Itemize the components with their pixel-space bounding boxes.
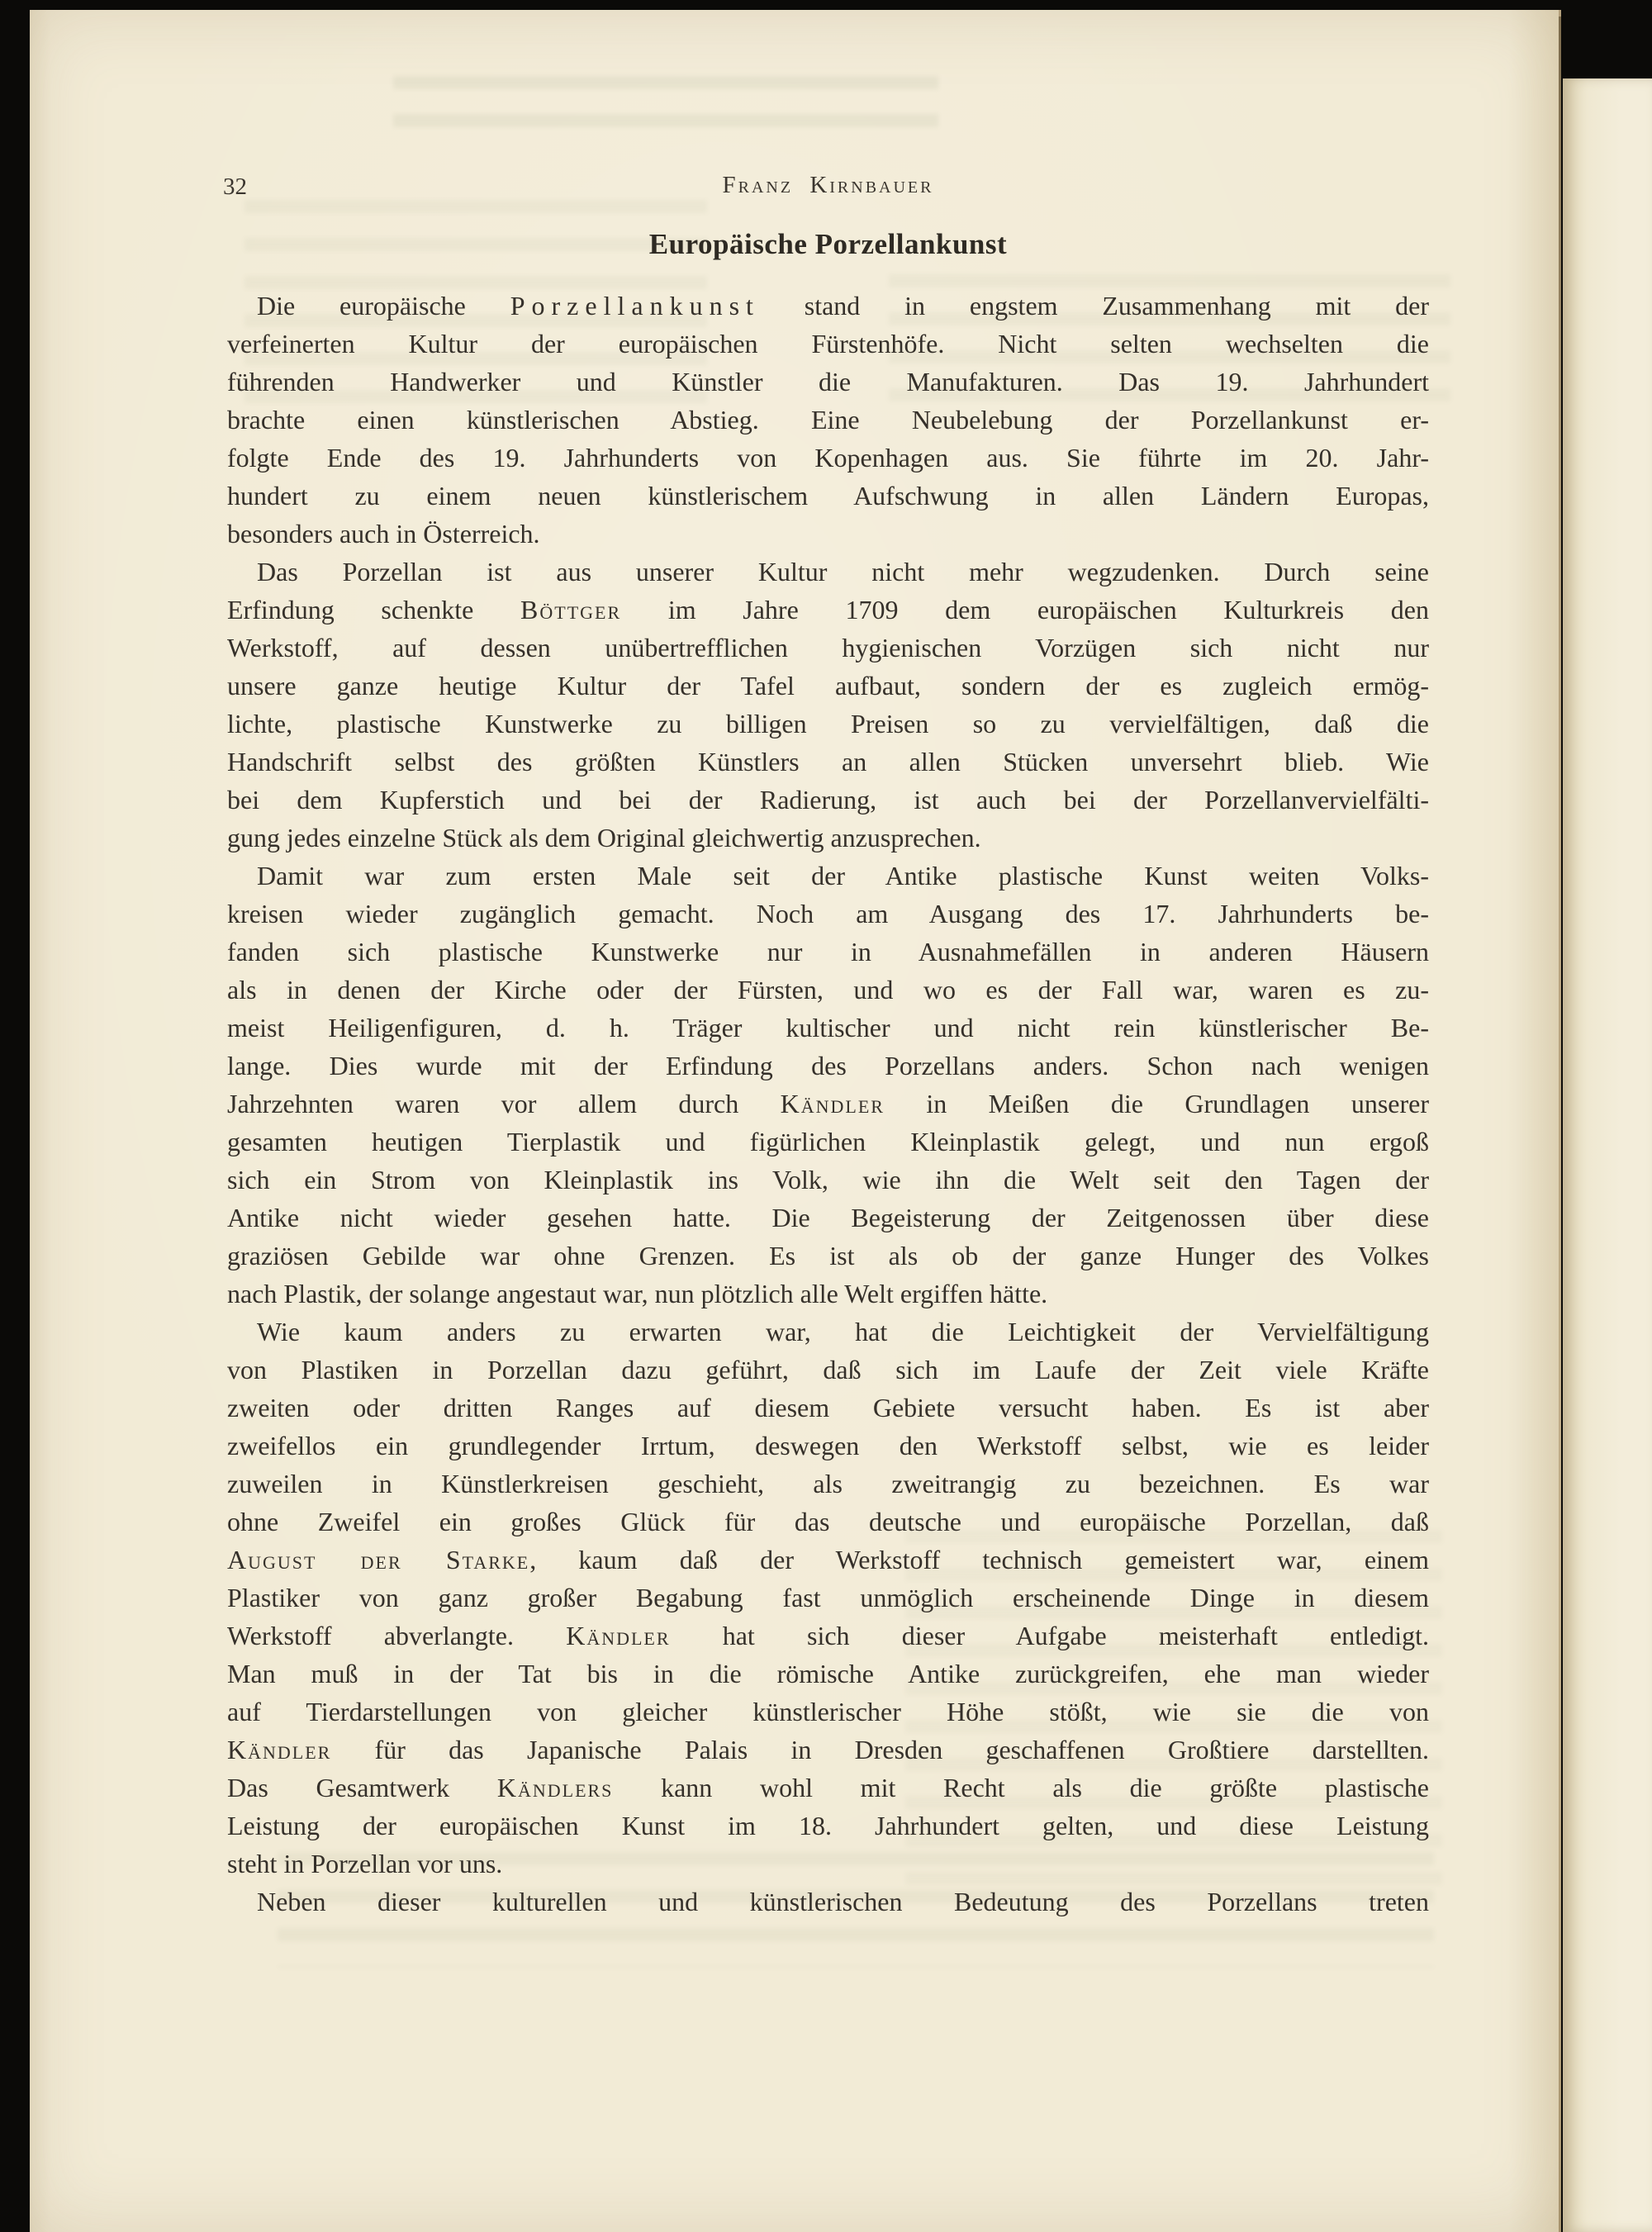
text-line: Das Porzellan ist aus unserer Kultur nicht mehr wegzudenken. Durch seine (257, 557, 1429, 586)
text-line: Jahrzehnten waren vor allem durch Kändler in Meißen die Grundlagen unserer (227, 1089, 1430, 1118)
text-line: Wie kaum anders zu erwarten war, hat die Leichtigkeit der Vervielfältigung (257, 1317, 1429, 1346)
text-line: brachte einen künstlerischen Abstieg. Eine Neubelebung der Porzellankunst er- (227, 405, 1429, 435)
text-line: steht in Porzellan vor uns. (227, 1849, 503, 1878)
text-line: bei dem Kupferstich und bei der Radierung, ist auch bei der Porzellanvervielfälti- (227, 785, 1429, 814)
text-line: als in denen der Kirche oder der Fürsten, und wo es der Fall war, waren es zu- (227, 975, 1429, 1004)
text-line: zweifellos ein grundlegender Irrtum, deswegen den Werkstoff selbst, wie es leider (227, 1431, 1429, 1460)
text-line: Die europäische Porzellankunst stand in engstem Zusammenhang mit der (257, 291, 1430, 321)
running-head: Franz Kirnbauer (722, 172, 934, 198)
article-body (227, 287, 1429, 1921)
paragraph (227, 857, 1429, 1313)
text-line: lange. Dies wurde mit der Erfindung des Porzellans anders. Schon nach wenigen (227, 1051, 1429, 1080)
paragraph (227, 553, 1429, 857)
text-line: sich ein Strom von Kleinplastik ins Volk, wie ihn die Welt seit den Tagen der (227, 1165, 1429, 1194)
paragraph (227, 1883, 1429, 1921)
text-line: Man muß in der Tat bis in die römische Antike zurückgreifen, ehe man wieder (227, 1659, 1429, 1688)
text-line: Werkstoff abverlangte. Kändler hat sich dieser Aufgabe meisterhaft entledigt. (227, 1621, 1430, 1650)
text-line: besonders auch in Österreich. (227, 519, 540, 549)
bleed-through (393, 76, 938, 142)
text-line: nach Plastik, der solange angestaut war, nun plötzlich alle Welt ergiffen hätte. (227, 1279, 1048, 1308)
text-line: meist Heiligenfiguren, d. h. Träger kultischer und nicht rein künstlerischer Be- (227, 1013, 1429, 1042)
text-line: Leistung der europäischen Kunst im 18. Jahrhundert gelten, und diese Leistung (227, 1811, 1429, 1840)
text-line: verfeinerten Kultur der europäischen Fürstenhöfe. Nicht selten wechselten die (227, 329, 1429, 359)
text-line: zuweilen in Künstlerkreisen geschieht, als zweitrangig zu bezeichnen. Es war (227, 1469, 1429, 1498)
text-line: führenden Handwerker und Künstler die Manufakturen. Das 19. Jahrhundert (227, 367, 1429, 397)
text-line: kreisen wieder zugänglich gemacht. Noch am Ausgang des 17. Jahrhunderts be- (227, 899, 1429, 928)
text-line: graziösen Gebilde war ohne Grenzen. Es ist als ob der ganze Hunger des Volkes (227, 1241, 1429, 1270)
text-line: ohne Zweifel ein großes Glück für das deutsche und europäische Porzellan, daß (227, 1507, 1429, 1536)
text-line: folgte Ende des 19. Jahrhunderts von Kopenhagen aus. Sie führte im 20. Jahr- (227, 443, 1429, 473)
text-line: Werkstoff, auf dessen unübertrefflichen hygienischen Vorzügen sich nicht nur (227, 633, 1429, 662)
text-line: Handschrift selbst des größten Künstlers an allen Stücken unversehrt blieb. Wie (227, 747, 1429, 776)
text-line: Plastiker von ganz großer Begabung fast unmöglich erscheinende Dinge in diesem (227, 1583, 1429, 1612)
paragraph (227, 1313, 1429, 1883)
text-line: von Plastiken in Porzellan dazu geführt, daß sich im Laufe der Zeit viele Kräfte (227, 1355, 1429, 1384)
text-line: Neben dieser kulturellen und künstlerischen Bedeutung des Porzellans treten (257, 1887, 1429, 1916)
text-line: zweiten oder dritten Ranges auf diesem Gebiete versucht haben. Es ist aber (227, 1393, 1429, 1422)
text-line: gung jedes einzelne Stück als dem Original gleichwertig anzusprechen. (227, 823, 981, 852)
text-line: unsere ganze heutige Kultur der Tafel aufbaut, sondern der es zugleich ermög- (227, 671, 1429, 700)
article-title: Europäische Porzellankunst (648, 228, 1008, 260)
text-line: August der Starke, kaum daß der Werkstoff technisch gemeistert war, einem (227, 1545, 1429, 1574)
text-line: Antike nicht wieder gesehen hatte. Die Begeisterung der Zeitgenossen über diese (227, 1203, 1429, 1232)
text-line: fanden sich plastische Kunstwerke nur in Ausnahmefällen in anderen Häusern (227, 937, 1429, 966)
text-line: Damit war zum ersten Male seit der Antike plastische Kunst weiten Volks- (257, 861, 1429, 890)
text-line: Das Gesamtwerk Kändlers kann wohl mit Recht als die größte plastische (227, 1773, 1430, 1802)
text-line: lichte, plastische Kunstwerke zu billigen Preisen so zu vervielfältigen, daß die (227, 709, 1429, 738)
text-line: Kändler für das Japanische Palais in Dresden geschaffenen Großtiere darstellten. (227, 1735, 1429, 1764)
text-line: Erfindung schenkte Böttger im Jahre 1709 dem europäischen Kulturkreis den (227, 595, 1430, 624)
text-line: auf Tierdarstellungen von gleicher künstlerischer Höhe stößt, wie sie die von (227, 1697, 1429, 1726)
paragraph (227, 287, 1429, 553)
text-line: hundert zu einem neuen künstlerischem Aufschwung in allen Ländern Europas, (227, 481, 1429, 511)
text-line: gesamten heutigen Tierplastik und figürlichen Kleinplastik gelegt, und nun ergoß (227, 1127, 1429, 1156)
adjacent-page-edge (1563, 78, 1652, 2232)
page-fold-line (1559, 17, 1561, 2232)
page-number: 32 (223, 173, 247, 200)
